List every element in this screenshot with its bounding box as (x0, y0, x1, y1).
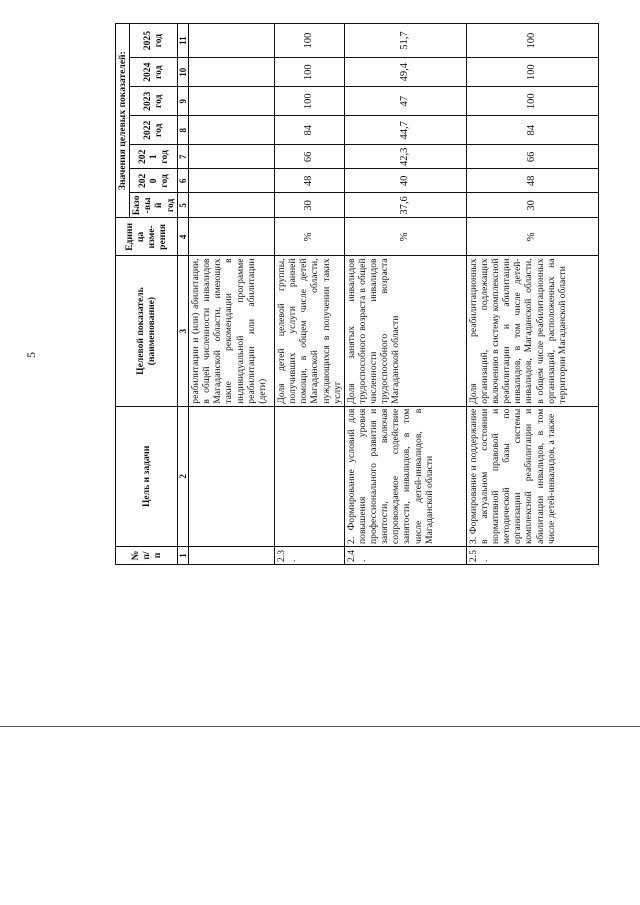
row-value-2024: 100 (466, 58, 598, 87)
row-value-2020: 48 (466, 169, 598, 193)
scan-edge-line (0, 726, 640, 727)
header-year-2025: 2025 год (130, 24, 178, 58)
row-value-2024: 100 (275, 58, 345, 87)
row-value-2025: 100 (466, 24, 598, 58)
header-num: № п/п (116, 546, 178, 564)
header-base-year: Базо-вый год (130, 193, 178, 218)
row-indicator: Доля реабилитационных организаций, подлежащих включению в систему комплексной реабилитации и абилитации инвалидов, в том числе детей-инвалидов, Магаданской области, в общем числе реабилитационных организаций, расположенных на территории Магаданской области (466, 256, 598, 406)
row-value-2021: 66 (466, 145, 598, 169)
row-value-2021 (189, 145, 275, 169)
row-value-2020: 48 (275, 169, 345, 193)
row-value-2023 (189, 87, 275, 116)
row-value-2023: 47 (344, 87, 466, 116)
row-value-2025: 100 (275, 24, 345, 58)
row-unit: % (275, 218, 345, 256)
header-year-2023: 2023 год (130, 87, 178, 116)
column-number: 8 (177, 116, 188, 145)
header-values-group: Значения целевых показателей: (116, 24, 130, 218)
row-value-base: 37,6 (344, 193, 466, 218)
column-number: 2 (177, 406, 188, 546)
column-number: 7 (177, 145, 188, 169)
row-num: 2.4. (344, 546, 466, 564)
row-value-2020: 40 (344, 169, 466, 193)
table-row (466, 24, 598, 565)
row-indicator: Доля занятых инвалидов трудоспособного возраста в общей численности инвалидов трудоспособного возраста Магаданской области (344, 256, 466, 406)
row-value-2023: 100 (466, 87, 598, 116)
row-value-2022 (189, 116, 275, 145)
row-value-2021: 42,3 (344, 145, 466, 169)
page-number: 5 (24, 352, 38, 358)
row-unit: % (344, 218, 466, 256)
column-number: 9 (177, 87, 188, 116)
column-number: 1 (177, 546, 188, 564)
row-value-2022: 84 (275, 116, 345, 145)
row-indicator: Доля детей целевой группы, получивших услуги ранней помощи, в общем числе детей Магаданской области, нуждающихся в получении таких услуг (275, 256, 345, 406)
row-num (189, 546, 275, 564)
header-goal: Цель и задачи (116, 406, 178, 546)
table-container (115, 23, 627, 565)
column-number: 10 (177, 58, 188, 87)
table-row (275, 24, 345, 565)
row-value-base (189, 193, 275, 218)
row-value-2024: 49,4 (344, 58, 466, 87)
column-number: 5 (177, 193, 188, 218)
header-indicator: Целевой показатель (наименование) (116, 256, 178, 406)
row-value-2020 (189, 169, 275, 193)
header-year-2021: 2021 год (130, 145, 178, 169)
header-year-2022: 2022 год (130, 116, 178, 145)
row-value-2025: 51,7 (344, 24, 466, 58)
column-number: 3 (177, 256, 188, 406)
row-value-2023: 100 (275, 87, 345, 116)
row-goal (189, 406, 275, 546)
column-number-row (177, 24, 188, 565)
row-num: 2.3. (275, 546, 345, 564)
row-goal: 2. Формирование условий для повышения уровня профессионального развития и занятости, включая сопровождаемое содействие занятости, инвалидов, в том числе детей-инвалидов, в Магаданской области (344, 406, 466, 546)
row-value-base: 30 (275, 193, 345, 218)
header-year-2020: 2020 год (130, 169, 178, 193)
row-unit: % (466, 218, 598, 256)
column-number: 6 (177, 169, 188, 193)
row-goal (275, 406, 345, 546)
row-indicator: реабилитации и (или) абилитации, в общей численности инвалидов Магаданской области, имеющих такие рекомендации в индивидуальной программе реабилитации или абилитации (дети) (189, 256, 275, 406)
row-value-2021: 66 (275, 145, 345, 169)
row-unit (189, 218, 275, 256)
column-number: 4 (177, 218, 188, 256)
target-indicators-table (115, 23, 599, 565)
row-value-2024 (189, 58, 275, 87)
row-value-2022: 84 (466, 116, 598, 145)
table-row (189, 24, 275, 565)
rotated-page-content (115, 23, 627, 565)
column-number: 11 (177, 24, 188, 58)
row-goal: 3. Формирование и поддержание в актуальном состоянии нормативной правовой и методической базы по организации системы комплексной реабилитации и абилитации инвалидов, в том числе детей-инвалидов, а также (466, 406, 598, 546)
row-num: 2.5. (466, 546, 598, 564)
table-row (344, 24, 466, 565)
header-year-2024: 2024 год (130, 58, 178, 87)
row-value-base: 30 (466, 193, 598, 218)
row-value-2025 (189, 24, 275, 58)
header-unit: Единица изме-рения (116, 218, 178, 256)
row-value-2022: 44,7 (344, 116, 466, 145)
